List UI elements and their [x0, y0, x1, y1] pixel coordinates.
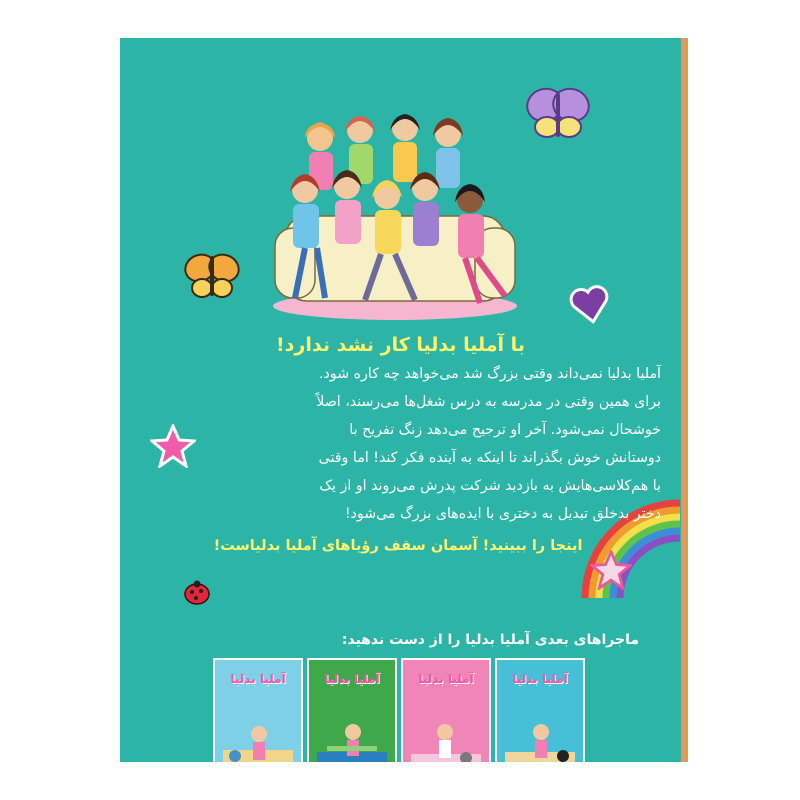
ladybug-icon	[182, 580, 212, 606]
heart-icon	[568, 282, 612, 326]
book-spine	[680, 38, 688, 762]
cover-heading: با آملیا بدلیا کار نشد ندارد!	[276, 334, 525, 356]
book-illustration	[317, 720, 387, 762]
blurb-line: دوستانش خوش بگذراند تا اینکه به آینده فکر کند! اما وقتی	[318, 450, 661, 466]
star-icon	[590, 550, 632, 590]
blurb-line: دختر بدخلق تبدیل به دختری با ایده‌های بزرگ می‌شود!	[344, 506, 661, 522]
blurb-text	[208, 360, 661, 528]
star-icon	[150, 424, 196, 468]
back-cover	[120, 38, 681, 762]
book-title: آملیا بدلیا	[324, 672, 380, 686]
series-heading: ماجراهای بعدی آملیا بدلیا را از دست ندهید:	[341, 632, 639, 648]
book-illustration	[505, 720, 575, 762]
tagline: اینجا را ببینید! آسمان سقف رؤیاهای آملیا بدلیاست!	[213, 538, 583, 554]
book-title: آملیا بدلیا	[512, 672, 568, 686]
book-title: آملیا بدلیا	[418, 672, 474, 686]
book-illustration	[223, 720, 293, 762]
blurb-line: خوشحال نمی‌شود. آخر او ترجیح می‌دهد زنگ تفریح با	[349, 422, 661, 438]
blurb-line: آملیا بدلیا نمی‌داند وقتی بزرگ شد می‌خواهد چه کاره شود.	[319, 366, 661, 382]
book-thumbnail-3	[307, 658, 397, 762]
book-illustration	[411, 720, 481, 762]
blurb-line: با هم‌کلاسی‌هایش به بازدید شرکت پدرش می‌روند او از یک	[319, 478, 661, 494]
butterfly-icon	[523, 83, 593, 143]
girls-on-sofa-illustration	[265, 108, 525, 323]
book-thumbnail-4	[213, 658, 303, 762]
butterfly-icon	[182, 250, 242, 302]
blurb-line: برای همین وقتی در مدرسه به درس شغل‌ها می‌رسند، اصلاً	[316, 394, 661, 410]
book-thumbnail-1	[495, 658, 585, 762]
book-thumbnail-2	[401, 658, 491, 762]
book-title: آملیا بدلیا	[230, 672, 286, 686]
